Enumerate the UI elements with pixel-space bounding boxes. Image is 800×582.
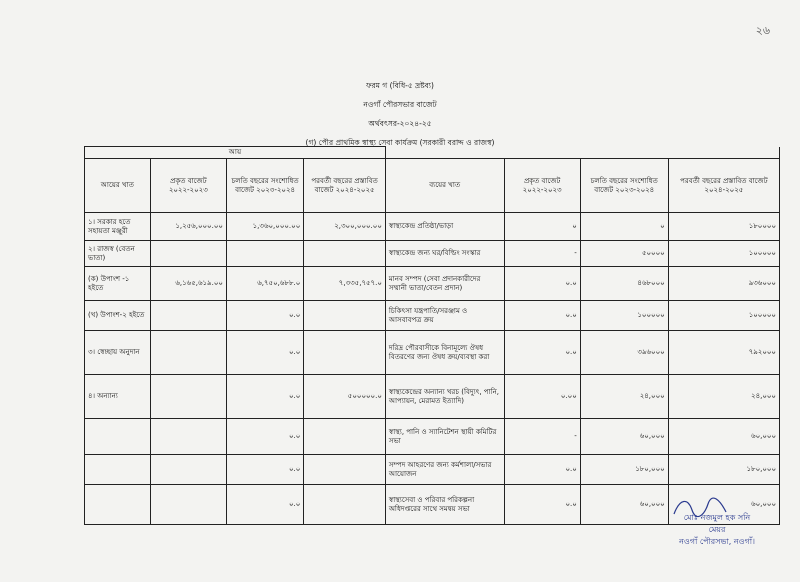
expense-group-header (385, 147, 779, 159)
income-revised-cell (226, 241, 303, 267)
expense-head-cell: চিকিৎসা যন্ত্রপাতি/সরঞ্জাম ও আসবাবপত্র ক্রয় (385, 301, 504, 331)
expense-actual-cell: - (504, 419, 580, 455)
expense-head-cell: স্বাস্থ্যসেবা ও পরিবার পরিকল্পনা অধিদপ্তরের সাথে সমন্বয় সভা (385, 485, 504, 525)
income-proposed-cell (304, 301, 386, 331)
income-group-header: আয় (85, 147, 386, 159)
signature-title: মেয়র (708, 525, 726, 534)
income-head-cell: ৪। অন্যান্য (85, 375, 151, 419)
expense-proposed-cell: ১৮০০০০ (668, 213, 779, 241)
expense-proposed-cell: ৬০,০০০ (668, 419, 779, 455)
income-proposed-cell: ৭,৩৩৫,৭৫৭.০ (304, 267, 386, 301)
signature-scribble-icon (670, 496, 730, 518)
expense-head-cell: স্বাস্থ্যকেন্দ্র প্রতিষ্ঠা/ভাড়া (385, 213, 504, 241)
column-header-row (85, 159, 780, 213)
table-row (85, 213, 780, 241)
expense-actual-cell: ০.০ (504, 455, 580, 485)
expense-revised-cell: ২৪,০০০ (580, 375, 668, 419)
expense-proposed-cell: ৬০,০০০ (668, 485, 779, 525)
income-proposed-cell (304, 485, 386, 525)
header-exp-proposed-2024: পরবর্তী বছরের প্রস্তাবিত বাজেট ২০২৪-২০২৫ (668, 159, 779, 213)
section-title: (গ) পৌর প্রাথমিক স্বাস্থ্য সেবা কার্যক্রম (সরকারী বরাদ্দ ও রাজস্ব) (305, 138, 495, 147)
expense-proposed-cell: ১০০০০০ (668, 301, 779, 331)
table-row (85, 301, 780, 331)
table-row (85, 241, 780, 267)
document-headings (0, 76, 800, 152)
table-row (85, 331, 780, 375)
fiscal-year: অর্থবৎসর-২০২৪-২৫ (368, 119, 432, 128)
page-number: ২৬ (755, 24, 770, 37)
signature-name: মোঃ নজমুল হক সনি (683, 513, 751, 522)
income-actual-cell (150, 301, 226, 331)
expense-revised-cell: ৫০০০০ (580, 241, 668, 267)
income-head-cell: (ক) উপাংশ -১ হইতে (85, 267, 151, 301)
income-revised-cell: ০.০ (226, 301, 303, 331)
income-head-cell: (খ) উপাংশ-২ হইতে (85, 301, 151, 331)
income-revised-cell: ০.০ (226, 375, 303, 419)
budget-table (84, 146, 780, 525)
expense-actual-cell: - (504, 241, 580, 267)
expense-actual-cell: ০.০ (504, 267, 580, 301)
expense-revised-cell: ৬০,০০০ (580, 419, 668, 455)
income-revised-cell: ৬,৭৫০,৬৮৮.০ (226, 267, 303, 301)
form-reference: ফরম গ (বিধি-৫ দ্রষ্টব্য) (366, 81, 434, 90)
expense-actual-cell: ০.০০ (504, 375, 580, 419)
expense-revised-cell: ৬০,০০০ (580, 485, 668, 525)
expense-head-cell: স্বাস্থ্যকেন্দ্রের অন্যান্য খরচ (বিদ্যুৎ, পানি, আপ্যায়ন, মেরামত ইত্যাদি) (385, 375, 504, 419)
income-actual-cell (150, 419, 226, 455)
expense-head-cell: সম্পদ আহরণের জন্য কর্মশালা/সভার আয়োজন (385, 455, 504, 485)
table-row (85, 455, 780, 485)
income-head-cell (85, 419, 151, 455)
income-proposed-cell (304, 331, 386, 375)
income-actual-cell (150, 375, 226, 419)
header-proposed-2024: পরবর্তী বছরের প্রস্তাবিত বাজেট ২০২৪-২০২৫ (304, 159, 386, 213)
income-actual-cell (150, 455, 226, 485)
income-proposed-cell (304, 419, 386, 455)
income-head-cell: ১। সরকার হতে সহায়তা মঞ্জুরী (85, 213, 151, 241)
income-head-cell (85, 455, 151, 485)
income-actual-cell: ১,২৫৬,০০০.০০ (150, 213, 226, 241)
table-row (85, 375, 780, 419)
expense-revised-cell: ৩৯৬০০০ (580, 331, 668, 375)
expense-revised-cell: ০ (580, 213, 668, 241)
expense-revised-cell: ১০০০০০ (580, 301, 668, 331)
header-actual-2022: প্রকৃত বাজেট ২০২২-২০২৩ (150, 159, 226, 213)
income-revised-cell: ১,৩৬০,০০০.০০ (226, 213, 303, 241)
expense-proposed-cell: ২৪,০০০ (668, 375, 779, 419)
header-expense-head: ব্যয়ের খাত (385, 159, 504, 213)
expense-actual-cell: ০.০ (504, 301, 580, 331)
expense-head-cell: দরিদ্র পৌরবাসীকে বিনামূল্যে ঔষধ বিতরণের জন্য ঔষধ ক্রয়/ব্যবস্থা করা (385, 331, 504, 375)
expense-head-cell: স্বাস্থ্য, পানি ও স্যানিটেশন স্থায়ী কমিটির সভা (385, 419, 504, 455)
mayor-signature (642, 512, 792, 548)
expense-head-cell: মানব সম্পদ (সেবা প্রদানকারীদের সম্মানী ভাতা/বেতন প্রদান) (385, 267, 504, 301)
income-head-cell (85, 485, 151, 525)
expense-actual-cell: ০ (504, 213, 580, 241)
income-revised-cell: ০.০ (226, 419, 303, 455)
table-row (85, 267, 780, 301)
expense-proposed-cell: ৯৩৬০০০ (668, 267, 779, 301)
table-row (85, 419, 780, 455)
expense-revised-cell: ৪৬৮০০০ (580, 267, 668, 301)
income-proposed-cell (304, 455, 386, 485)
expense-proposed-cell: ৭৯২০০০ (668, 331, 779, 375)
income-proposed-cell: ৫০০০০০.০ (304, 375, 386, 419)
header-exp-revised-2023: চলতি বছরের সংশোধিত বাজেট ২০২৩-২০২৪ (580, 159, 668, 213)
income-proposed-cell: ২,৩০০,০০০.০০ (304, 213, 386, 241)
income-revised-cell: ০.০ (226, 331, 303, 375)
expense-actual-cell: ০.০ (504, 485, 580, 525)
income-actual-cell (150, 331, 226, 375)
expense-proposed-cell: ১০০০০০ (668, 241, 779, 267)
income-actual-cell: ৬,১৬৫,৬১৯.০০ (150, 267, 226, 301)
income-revised-cell: ০.০ (226, 455, 303, 485)
header-revised-2023: চলতি বছরের সংশোধিত বাজেট ২০২৩-২০২৪ (226, 159, 303, 213)
income-head-cell: ২। রাজস্ব (বেতন ভাতা) (85, 241, 151, 267)
header-income-head: আয়ের খাত (85, 159, 151, 213)
income-actual-cell (150, 241, 226, 267)
signature-office: নওগাঁ পৌরসভা, নওগাঁ। (679, 537, 755, 546)
expense-revised-cell: ১৮০,০০০ (580, 455, 668, 485)
header-exp-actual-2022: প্রকৃত বাজেট ২০২২-২০২৩ (504, 159, 580, 213)
income-proposed-cell (304, 241, 386, 267)
expense-head-cell: স্বাস্থ্যকেন্দ্র জন্য ঘর/বিল্ডিং সংস্কার (385, 241, 504, 267)
municipality-title: নওগাঁ পৌরসভার বাজেট (363, 100, 437, 109)
income-head-cell: ৩। স্বেচ্ছায় অনুদান (85, 331, 151, 375)
income-actual-cell (150, 485, 226, 525)
expense-actual-cell: ০.০ (504, 331, 580, 375)
group-header-row (85, 147, 780, 159)
expense-proposed-cell: ১৮০,০০০ (668, 455, 779, 485)
income-revised-cell: ০.০ (226, 485, 303, 525)
